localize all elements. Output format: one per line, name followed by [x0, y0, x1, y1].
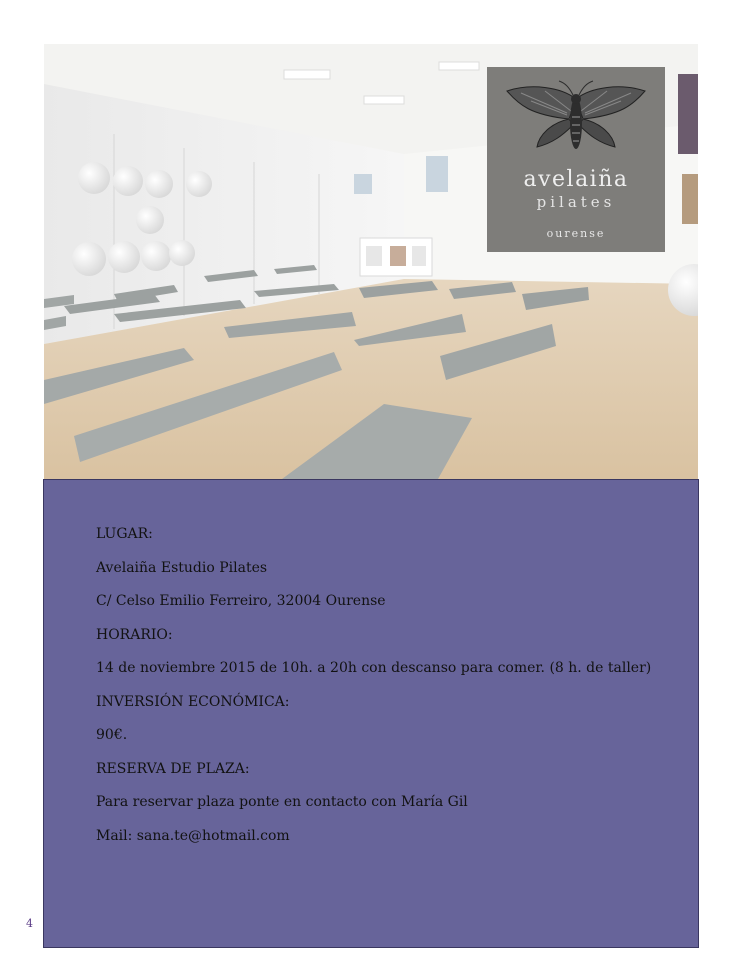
label-lugar: LUGAR:: [96, 526, 153, 542]
label-inversion: INVERSIÓN ECONÓMICA:: [96, 693, 290, 710]
pilates-ball: [145, 170, 173, 198]
window: [426, 156, 448, 192]
ceiling-light: [284, 70, 330, 79]
logo-city: ourense: [546, 227, 606, 240]
label-reserva: RESERVA DE PLAZA:: [96, 760, 250, 777]
contact-email: Mail: sana.te@hotmail.com: [96, 827, 290, 844]
pilates-ball: [136, 206, 164, 234]
ceiling-light: [439, 62, 479, 70]
moth-icon: [501, 77, 651, 167]
price-text: 90€.: [96, 727, 128, 743]
label-horario: HORARIO:: [96, 626, 173, 643]
reservation-text: Para reservar plaza ponte en contacto con María Gil: [96, 794, 468, 810]
studio-photo: [44, 44, 698, 479]
venue-address: C/ Celso Emilio Ferreiro, 32004 Ourense: [96, 593, 386, 609]
pilates-ball: [169, 240, 195, 266]
pilates-ball: [141, 241, 171, 271]
prop-stack: [678, 74, 698, 154]
venue-name: Avelaiña Estudio Pilates: [96, 559, 268, 576]
schedule-text: 14 de noviembre 2015 de 10h. a 20h con descanso para comer. (8 h. de taller): [96, 660, 652, 676]
pilates-ball: [108, 241, 140, 273]
pilates-ball: [186, 171, 212, 197]
event-info-panel: [43, 479, 699, 948]
logo-name: avelaiña: [523, 167, 629, 192]
pilates-ball: [78, 162, 110, 194]
pilates-ball: [72, 242, 106, 276]
logo-subtitle: pilates: [536, 193, 616, 211]
avelaina-logo: [487, 67, 665, 252]
pilates-ball: [113, 166, 143, 196]
page-number: 4: [26, 917, 33, 930]
ceiling-light: [364, 96, 404, 104]
info-list: [96, 524, 668, 859]
